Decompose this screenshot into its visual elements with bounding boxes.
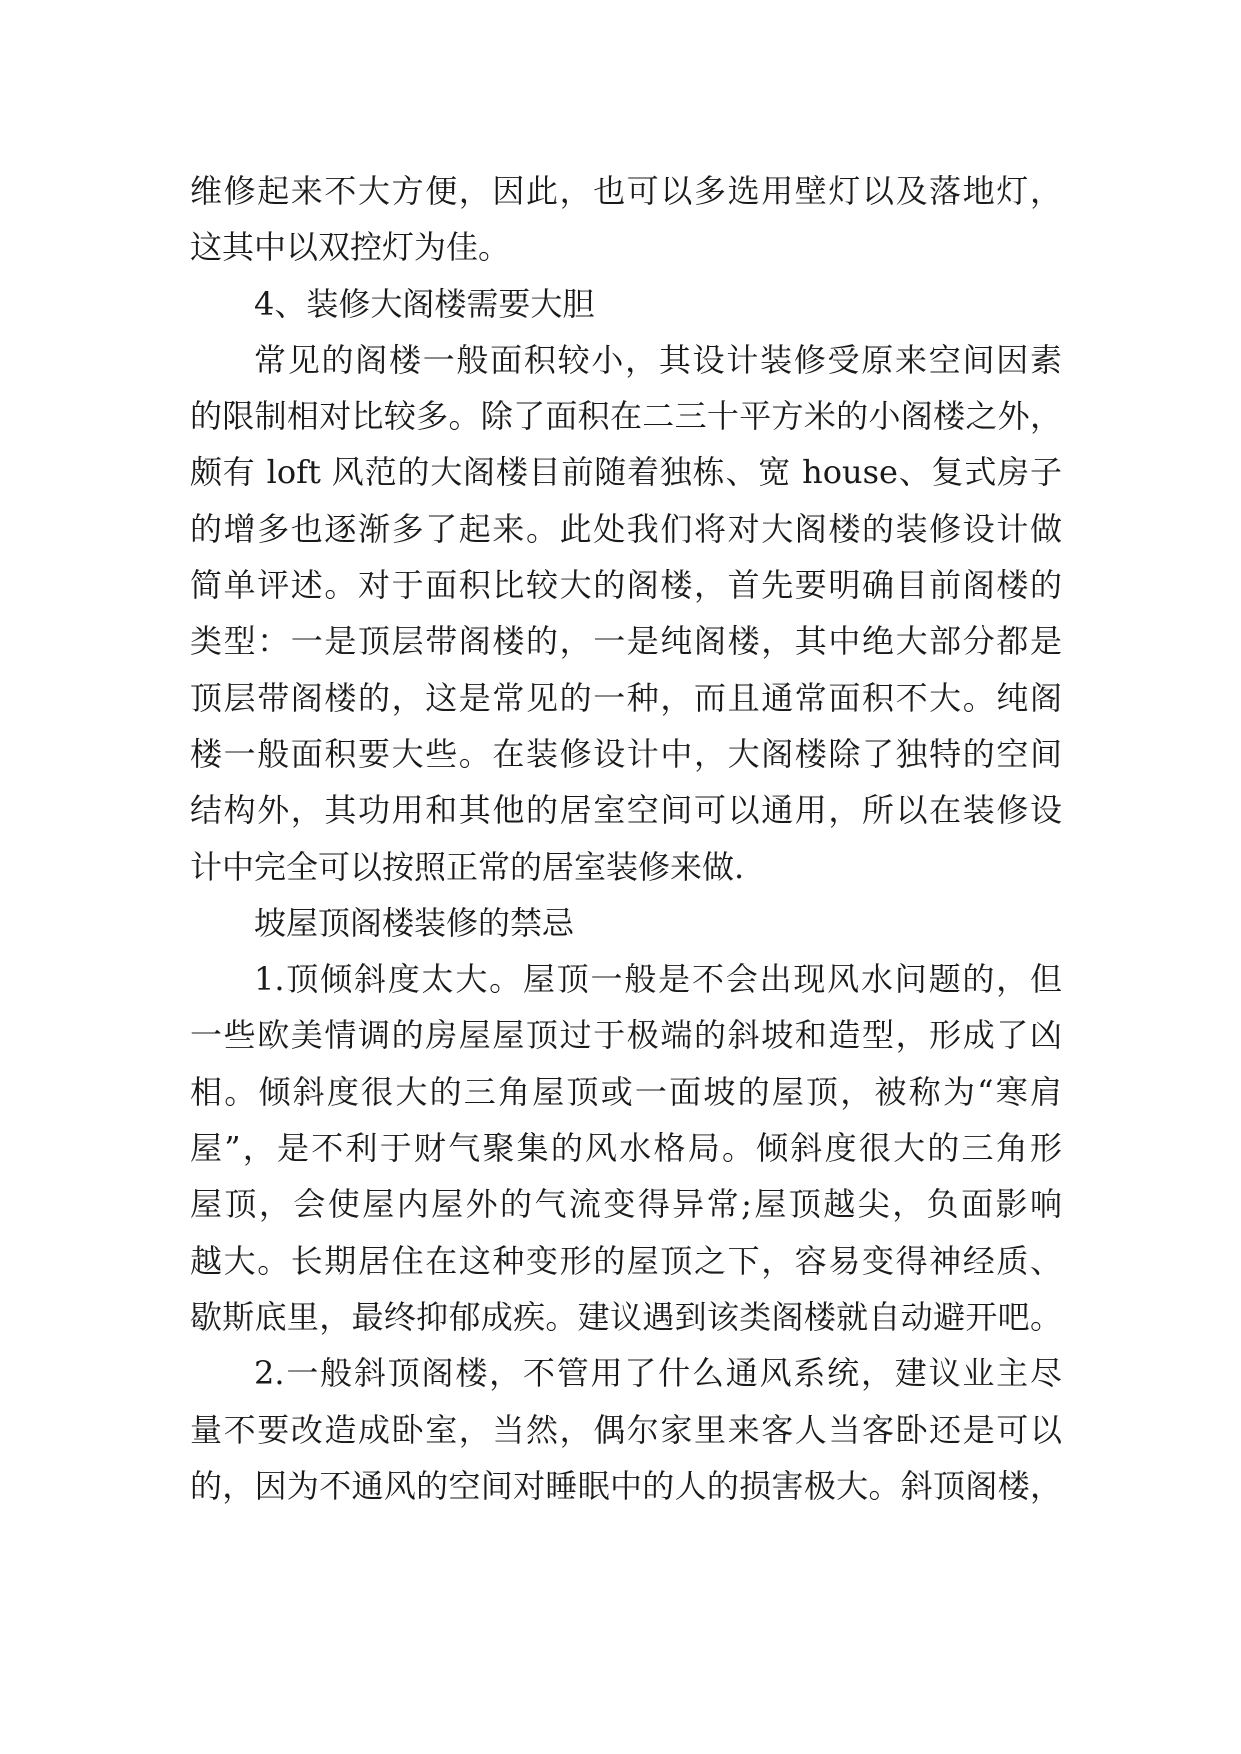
text-line: 屋顶，会使屋内屋外的气流变得异常;屋顶越尖，负面影响 (190, 1185, 1062, 1224)
text-line: 越大。长期居住在这种变形的屋顶之下，容易变得神经质、 (190, 1241, 1062, 1280)
text-line: 量不要改造成卧室，当然，偶尔家里来客人当客卧还是可以 (190, 1410, 1062, 1449)
text-line: 一些欧美情调的房屋屋顶过于极端的斜坡和造型，形成了凶 (190, 1016, 1062, 1055)
text-line: 楼一般面积要大些。在装修设计中，大阁楼除了独特的空间 (190, 734, 1062, 773)
text-line: 的限制相对比较多。除了面积在二三十平方米的小阁楼之外， (190, 397, 1062, 436)
text-line: 1.顶倾斜度太大。屋顶一般是不会出现风水问题的，但 (254, 960, 1062, 999)
text-line: 歇斯底里，最终抑郁成疾。建议遇到该类阁楼就自动避开吧。 (190, 1297, 1062, 1336)
text-line: 结构外，其功用和其他的居室空间可以通用，所以在装修设 (190, 791, 1062, 830)
text-line: 4、装修大阁楼需要大胆 (254, 284, 595, 323)
text-line: 颇有 loft 风范的大阁楼目前随着独栋、宽 house、复式房子 (190, 453, 1062, 492)
text-line: 常见的阁楼一般面积较小，其设计装修受原来空间因素 (254, 340, 1062, 379)
text-line: 屋”，是不利于财气聚集的风水格局。倾斜度很大的三角形 (190, 1129, 1062, 1168)
text-line: 的，因为不通风的空间对睡眠中的人的损害极大。斜顶阁楼， (190, 1466, 1062, 1505)
text-line: 顶层带阁楼的，这是常见的一种，而且通常面积不大。纯阁 (190, 678, 1062, 717)
text-line: 相。倾斜度很大的三角屋顶或一面坡的屋顶，被称为“寒肩 (190, 1072, 1062, 1111)
text-line: 2.一般斜顶阁楼，不管用了什么通风系统，建议业主尽 (254, 1354, 1062, 1393)
text-line: 计中完全可以按照正常的居室装修来做. (190, 847, 745, 886)
text-line: 简单评述。对于面积比较大的阁楼，首先要明确目前阁楼的 (190, 566, 1062, 605)
document-body (190, 163, 1062, 1514)
text-line: 的增多也逐渐多了起来。此处我们将对大阁楼的装修设计做 (190, 509, 1062, 548)
text-line: 坡屋顶阁楼装修的禁忌 (254, 903, 575, 942)
text-line: 这其中以双控灯为佳。 (190, 228, 511, 267)
text-line: 类型：一是顶层带阁楼的，一是纯阁楼，其中绝大部分都是 (190, 622, 1062, 661)
text-line: 维修起来不大方便，因此，也可以多选用壁灯以及落地灯， (190, 172, 1062, 210)
